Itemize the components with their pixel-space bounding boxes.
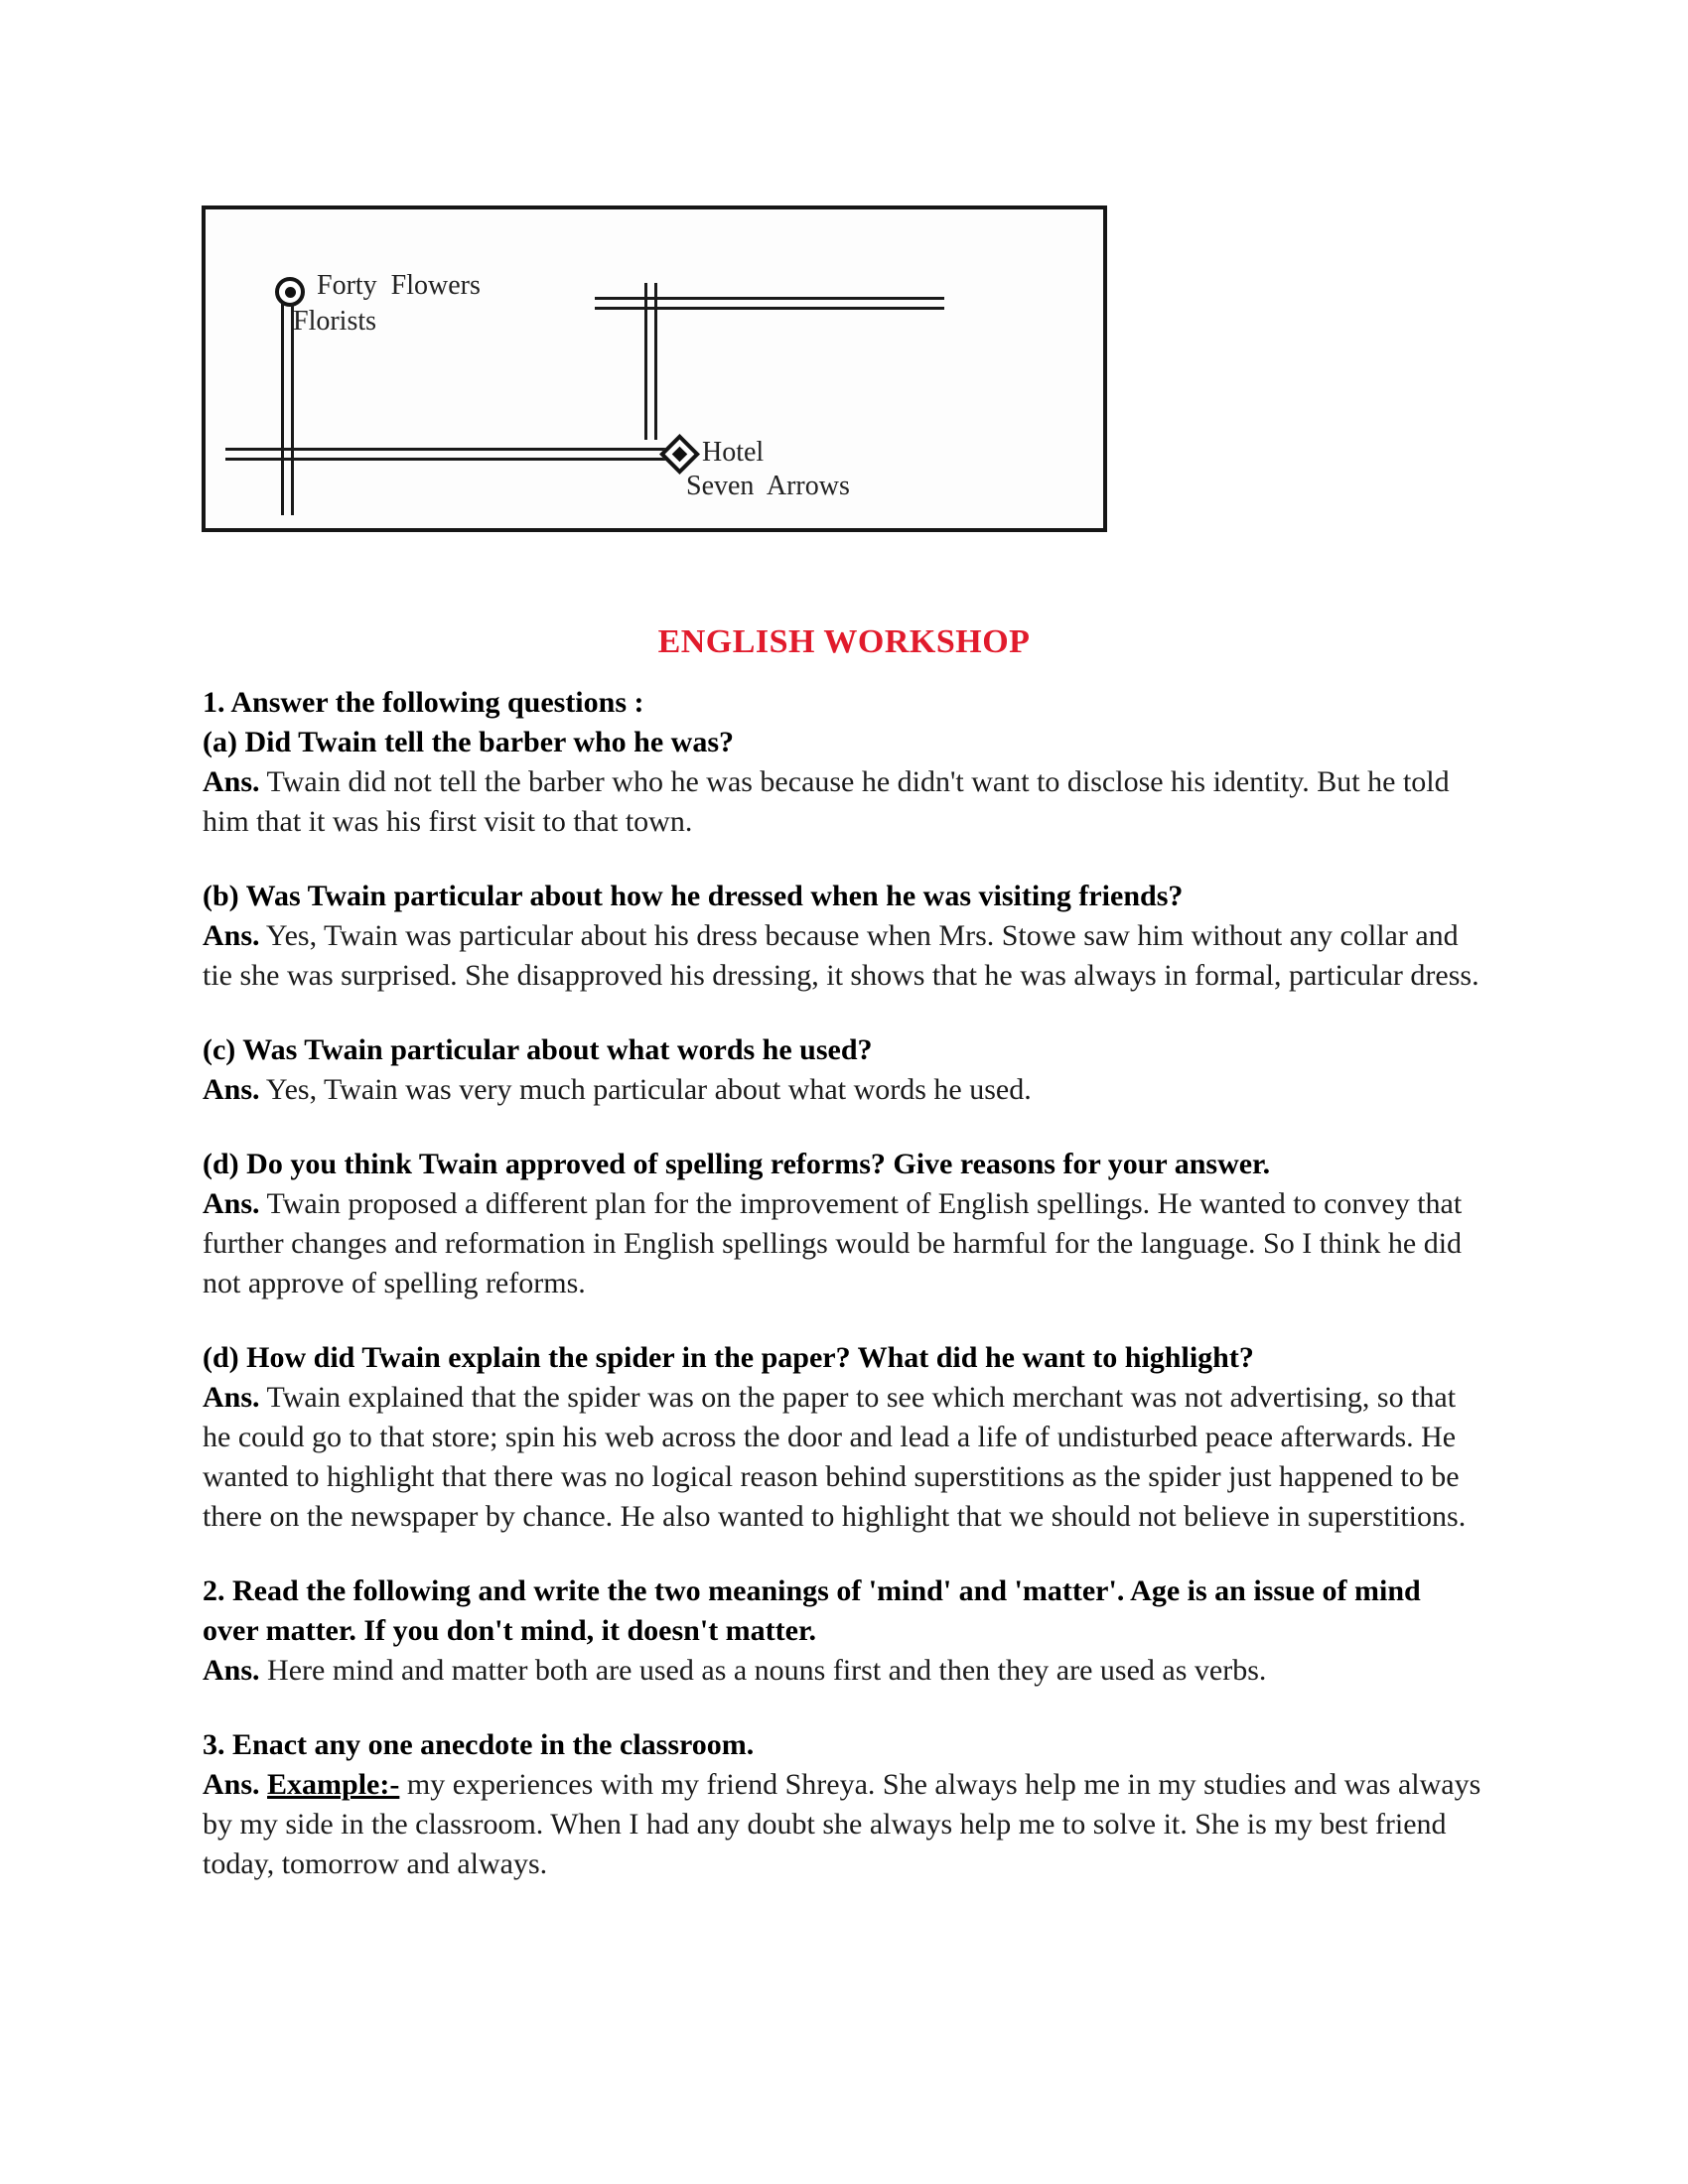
- answer-1a: [203, 762, 1481, 842]
- road-bottom-horizontal: [225, 448, 670, 461]
- question-heading-3: 3. Enact any one anecdote in the classroom.: [203, 1728, 755, 1761]
- question-heading-1a: (a) Did Twain tell the barber who he was?: [203, 726, 735, 758]
- answer-2: [203, 1651, 1481, 1691]
- answer-label-1b: Ans.: [203, 919, 260, 952]
- answer-text-1a: Twain did not tell the barber who he was because he didn't want to disclose his identity. But he told him that it was his first visit to that town.: [203, 765, 1450, 838]
- hotel-label-line1: Hotel: [702, 437, 765, 468]
- page-title: ENGLISH WORKSHOP: [657, 623, 1031, 660]
- worksheet-content: [203, 683, 1481, 1919]
- question-heading-1b: (b) Was Twain particular about how he dressed when he was visiting friends?: [203, 880, 1184, 912]
- section-1d-spelling: [203, 1145, 1481, 1303]
- answer-label-2: Ans.: [203, 1654, 260, 1687]
- section-1a: [203, 723, 1481, 842]
- answer-text-1c: Yes, Twain was very much particular about what words he used.: [265, 1073, 1032, 1106]
- question-heading-1: 1. Answer the following questions :: [203, 686, 644, 719]
- answer-1d-spider: [203, 1378, 1481, 1537]
- section-1b: [203, 877, 1481, 996]
- answer-label-1a: Ans.: [203, 765, 260, 798]
- section-1-intro: [203, 683, 1481, 723]
- answer-1b: [203, 916, 1481, 996]
- section-3: [203, 1725, 1481, 1884]
- florist-marker-dot: [285, 287, 296, 298]
- question-heading-1d-spider: (d) How did Twain explain the spider in the paper? What did he want to highlight?: [203, 1341, 1254, 1374]
- answer-text-1b: Yes, Twain was particular about his dress because when Mrs. Stowe saw him without any collar and tie she was surprised. She disapproved his dressing, it shows that he was always in formal, particular dress.: [203, 919, 1479, 992]
- answer-label-1c: Ans.: [203, 1073, 260, 1106]
- answer-text-2: Here mind and matter both are used as a nouns first and then they are used as verbs.: [267, 1654, 1267, 1687]
- question-heading-1d-spelling: (d) Do you think Twain approved of spelling reforms? Give reasons for your answer.: [203, 1148, 1271, 1180]
- map-figure: [202, 205, 1107, 532]
- road-right-vertical: [644, 283, 657, 440]
- answer-3: [203, 1765, 1481, 1884]
- answer-label-1d-spelling: Ans.: [203, 1187, 260, 1220]
- hotel-marker-dot: [672, 447, 688, 463]
- answer-label-3: Ans.: [203, 1768, 260, 1801]
- florist-label-line1: Forty Flowers: [317, 270, 481, 301]
- question-heading-1c: (c) Was Twain particular about what words he used?: [203, 1033, 873, 1066]
- section-2: [203, 1571, 1481, 1691]
- answer-1c: [203, 1070, 1481, 1110]
- florist-label-line2: Florists: [293, 306, 377, 337]
- answer-text-3: my experiences with my friend Shreya. She always help me in my studies and was always by my side in the classroom. When I had any doubt she always help me to solve it. She is my best friend today, tomorrow and always.: [203, 1768, 1481, 1880]
- hotel-marker-icon: [659, 434, 700, 475]
- answer-example-label-3: Example:-: [267, 1768, 400, 1801]
- question-heading-2: 2. Read the following and write the two meanings of 'mind' and 'matter'. Age is an issue of mind over matter. If you don't mind, it doesn't matter.: [203, 1574, 1421, 1647]
- road-left-vertical: [281, 303, 294, 515]
- answer-label-1d-spider: Ans.: [203, 1381, 260, 1414]
- section-1d-spider: [203, 1338, 1481, 1537]
- answer-text-1d-spelling: Twain proposed a different plan for the improvement of English spellings. He wanted to convey that further changes and reformation in English spellings would be harmful for the language. So I think he did not approve of spelling reforms.: [203, 1187, 1463, 1299]
- section-1c: [203, 1030, 1481, 1110]
- answer-1d-spelling: [203, 1184, 1481, 1303]
- hotel-label-line2: Seven Arrows: [686, 471, 850, 501]
- answer-text-1d-spider: Twain explained that the spider was on the paper to see which merchant was not advertising, so that he could go to that store; spin his web across the door and lead a life of undisturbed peace afterwards. He wanted to highlight that there was no logical reason behind superstitions as the spider just happened to be there on the newspaper by chance. He also wanted to highlight that we should not believe in superstitions.: [203, 1381, 1467, 1533]
